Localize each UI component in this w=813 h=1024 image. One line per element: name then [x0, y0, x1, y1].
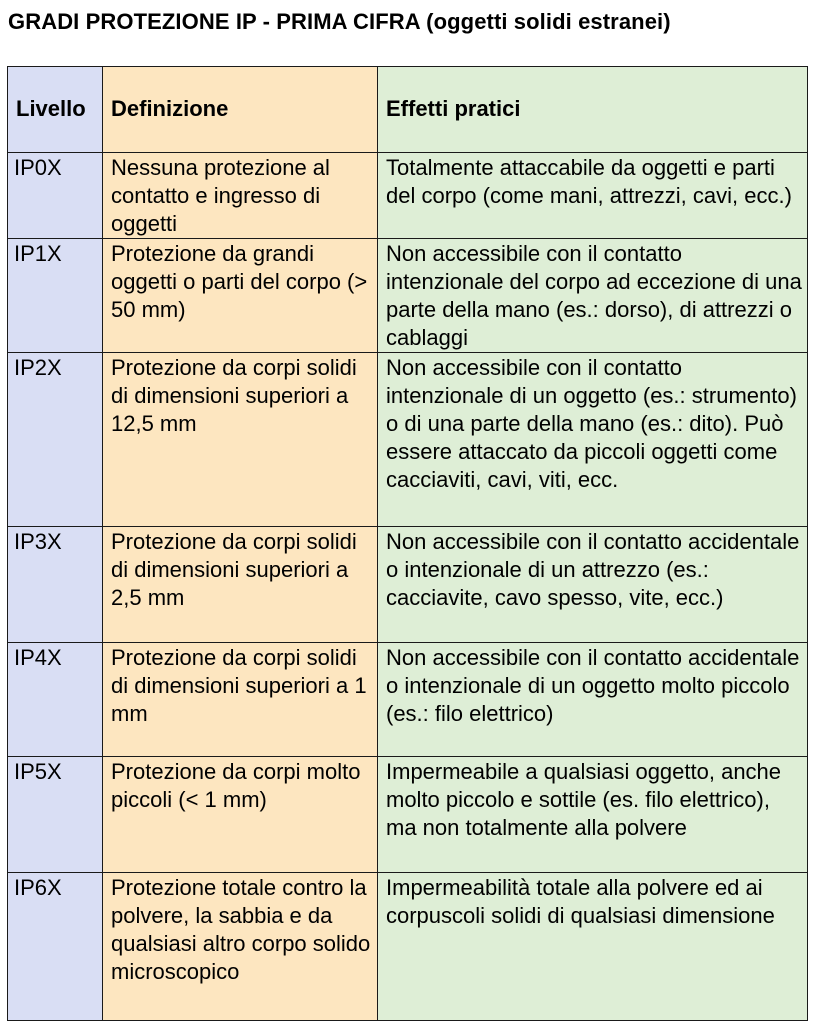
cell-definizione: Protezione da corpi solidi di dimensioni superiori a 12,5 mm — [103, 353, 378, 527]
cell-effetti-pratici: Impermeabilità totale alla polvere ed ai corpuscoli solidi di qualsiasi dimensione — [378, 873, 808, 1021]
cell-definizione: Nessuna protezione al contatto e ingresso di oggetti — [103, 153, 378, 239]
page-title: GRADI PROTEZIONE IP - PRIMA CIFRA (oggetti solidi estranei) — [8, 9, 671, 34]
table-row — [8, 239, 808, 353]
cell-livello: IP2X — [8, 353, 103, 527]
header-livello: Livello — [8, 67, 103, 153]
cell-livello: IP4X — [8, 643, 103, 757]
cell-effetti-pratici: Non accessibile con il contatto accidentale o intenzionale di un oggetto molto piccolo (es.: filo elettrico) — [378, 643, 808, 757]
table-row — [8, 527, 808, 643]
table-row — [8, 153, 808, 239]
cell-definizione: Protezione da corpi molto piccoli (< 1 mm) — [103, 757, 378, 873]
cell-livello: IP5X — [8, 757, 103, 873]
table-row — [8, 757, 808, 873]
cell-livello: IP0X — [8, 153, 103, 239]
cell-effetti-pratici: Non accessibile con il contatto intenzionale del corpo ad eccezione di una parte della mano (es.: dorso), di attrezzi o cablaggi — [378, 239, 808, 353]
cell-livello: IP1X — [8, 239, 103, 353]
table-row — [8, 873, 808, 1021]
header-definizione: Definizione — [103, 67, 378, 153]
ip-protection-table — [7, 66, 808, 1021]
cell-effetti-pratici: Non accessibile con il contatto accidentale o intenzionale di un attrezzo (es.: cacciavite, cavo spesso, vite, ecc.) — [378, 527, 808, 643]
cell-definizione: Protezione da corpi solidi di dimensioni superiori a 2,5 mm — [103, 527, 378, 643]
header-effetti-pratici: Effetti pratici — [378, 67, 808, 153]
table-header-row — [8, 67, 808, 153]
cell-effetti-pratici: Impermeabile a qualsiasi oggetto, anche molto piccolo e sottile (es. filo elettrico), ma non totalmente alla polvere — [378, 757, 808, 873]
cell-definizione: Protezione totale contro la polvere, la sabbia e da qualsiasi altro corpo solido microscopico — [103, 873, 378, 1021]
cell-livello: IP3X — [8, 527, 103, 643]
cell-effetti-pratici: Non accessibile con il contatto intenzionale di un oggetto (es.: strumento) o di una parte della mano (es.: dito). Può essere attaccato da piccoli oggetti come cacciaviti, cavi, viti, ecc. — [378, 353, 808, 527]
cell-effetti-pratici: Totalmente attaccabile da oggetti e parti del corpo (come mani, attrezzi, cavi, ecc.) — [378, 153, 808, 239]
cell-definizione: Protezione da corpi solidi di dimensioni superiori a 1 mm — [103, 643, 378, 757]
cell-livello: IP6X — [8, 873, 103, 1021]
table-row — [8, 643, 808, 757]
table-row — [8, 353, 808, 527]
cell-definizione: Protezione da grandi oggetti o parti del corpo (> 50 mm) — [103, 239, 378, 353]
